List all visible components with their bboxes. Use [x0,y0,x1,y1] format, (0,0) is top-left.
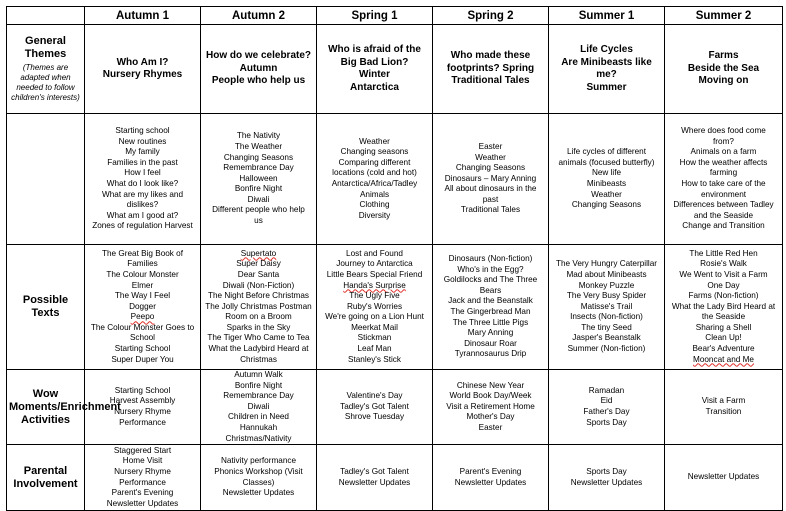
cell-line: Are Minibeasts like [561,56,652,68]
cell-line: Mad about Minibeasts [566,269,647,279]
cell-line: My family [125,147,160,157]
cell-possible-texts-spring-2 [433,245,549,370]
cell-line: One Day [707,280,740,290]
cell-line: Jasper's Beanstalk [572,333,641,343]
cell-line: Changing Seasons [571,200,642,210]
cell-line: Phonics Workshop (Visit [214,467,303,477]
cell-line: Newsletter Updates [454,477,527,487]
cell-line: Stanley's Stick [348,354,401,364]
cell-line: Transition [705,407,742,417]
cell-line: Farms (Non-fiction) [688,291,759,301]
cell-line: Easter [478,422,503,432]
cell-line: People who help us [211,75,306,87]
row-wow-moments [7,370,783,445]
cell-line: Harvest Assembly [109,396,176,406]
cell-line: Performance [119,477,166,487]
cell-line: Summer [586,81,627,93]
cell-line: Tyrannosaurus Drip [454,349,527,359]
cell-line: World Book Day/Week [449,391,532,401]
cell-line: The Ugly Five [349,291,400,301]
cell-line: Supertato [240,248,277,258]
cell-topics-summer-2 [665,114,783,245]
cell-line: Valentine's Day [346,391,403,401]
cell-line: Diwali (Non-Fiction) [222,280,295,290]
cell-line: Autumn [239,62,278,74]
cell-parental-involvement-spring-2 [433,445,549,511]
cell-line: Sparks in the Sky [226,322,291,332]
cell-line: past [482,194,499,204]
cell-line: Mother's Day [466,412,515,422]
cell-line: Super Daisy [236,259,281,269]
cell-wow-moments-summer-2 [665,370,783,445]
cell-line: New routines [118,136,167,146]
corner-cell [7,7,85,25]
cell-line: Stickman [357,333,392,343]
column-header-summer-2: Summer 2 [665,7,783,25]
cell-line: The Little Red Hen [689,248,758,258]
cell-line: Families [127,259,158,269]
cell-line: Different people who help [212,205,305,215]
cell-line: The Gingerbread Man [450,307,531,316]
cell-line: Lost and Found [346,248,403,258]
cell-line: How do we celebrate? [205,50,312,62]
cell-line: The Weather [234,141,283,151]
cell-line: Bear's Adventure [692,344,755,354]
cell-line: Remembrance Day [223,163,294,173]
cell-possible-texts-autumn-1 [85,245,201,370]
cell-possible-texts-summer-2 [665,245,783,370]
cell-line: Zones of regulation Harvest [92,221,193,231]
cell-line: Nursery Rhymes [102,69,183,80]
row-header-label: Possible Texts [22,294,69,319]
cell-line: Clean Up! [705,333,742,343]
cell-line: Changing Seasons [455,163,526,173]
cell-line: Who Am I? [116,56,169,68]
cell-line: Parent's Evening [459,467,522,477]
cell-possible-texts-autumn-2 [201,245,317,370]
cell-line: How to take care of the [681,179,766,188]
cell-line: Meerkat Mail [351,322,398,332]
cell-line: The Very Busy Spider [566,291,647,301]
cell-line: Parent's Evening [111,488,174,498]
column-header-autumn-2: Autumn 2 [201,7,317,25]
cell-line: The Way I Feel [114,291,171,301]
cell-line: The Tiger Who Came to Tea [207,333,310,343]
cell-line: Nativity performance [220,456,297,466]
cell-topics-autumn-2 [201,114,317,245]
column-header-summer-1: Summer 1 [549,7,665,25]
cell-line: Sharing a Shell [695,322,752,332]
cell-line: Life Cycles [580,44,633,55]
cell-line: Antarctica [350,81,399,93]
cell-parental-involvement-summer-2 [665,445,783,511]
cell-topics-summer-1 [549,114,665,245]
cell-line: What the Lady Bird Heard at [671,301,776,311]
cell-line: Insects (Non-fiction) [570,312,643,322]
cell-line: Room on a Broom [225,312,292,322]
cell-line: Antarctica/Africa/Tadley [331,179,418,188]
row-parental-involvement [7,445,783,511]
column-header-spring-1: Spring 1 [317,7,433,25]
cell-line: Monkey Puzzle [578,280,635,290]
cell-line: Mary Anning [467,328,514,338]
cell-line: Weather [359,136,390,146]
cell-line: Starting School [114,385,171,395]
cell-parental-involvement-autumn-1 [85,445,201,511]
cell-line: Traditional Tales [460,205,521,215]
cell-line: What the Ladybird Heard at [208,344,309,354]
cell-line: Home Visit [122,456,163,466]
cell-line: Dogger [129,301,156,311]
cell-line: Staggered Start [113,445,172,455]
row-header-topics [7,114,85,245]
cell-parental-involvement-spring-1 [317,445,433,511]
cell-topics-spring-1 [317,114,433,245]
cell-parental-involvement-autumn-2 [201,445,317,511]
cell-line: Where does food come [681,126,766,136]
cell-line: Christmas/Nativity [225,433,292,443]
cell-line: from? [713,136,734,146]
cell-line: Newsletter Updates [222,488,295,498]
cell-line: Little Bears Special Friend [326,269,423,279]
cell-line: Eid [600,396,613,406]
cell-general-themes-summer-2 [665,25,783,114]
cell-line: How the weather affects [679,157,768,167]
cell-line: Diversity [358,210,391,220]
cell-line: Goldilocks and The Three [443,275,538,285]
cell-line: Classes) [242,477,275,487]
row-topics [7,114,783,245]
cell-line: New life [591,168,622,178]
header-row [7,7,783,25]
cell-line: Who made these [450,50,531,62]
cell-line: Elmer [131,280,154,290]
cell-line: Chinese New Year [456,380,525,390]
cell-line: Tadley's Got Talent [340,467,409,477]
cell-general-themes-autumn-1 [85,25,201,114]
cell-line: Newsletter Updates [338,477,411,487]
cell-line: The Night Before Christmas [207,291,310,301]
cell-line: Matisse's Trail [580,301,633,311]
cell-line: Changing seasons [340,147,409,157]
cell-possible-texts-spring-1 [317,245,433,370]
row-header-note: (Themes are adapted when needed to follow children's interests) [11,63,80,102]
cell-line: Life cycles of different [566,147,647,157]
row-header-wow-moments [7,370,121,445]
cell-line: Dinosaurs – Mary Anning [444,173,537,183]
cell-line: Easter [478,141,503,151]
cell-line: The Jolly Christmas Postman [205,301,312,311]
cell-line: Tadley's Got Talent [340,401,409,411]
cell-line: The Great Big Book of [101,248,183,258]
cell-line: Shrove Tuesday [344,412,405,422]
cell-line: Sports Day [586,467,627,477]
cell-line: Rosie's Walk [700,259,747,269]
cell-line: Summer (Non-fiction) [567,344,646,354]
cell-topics-autumn-1 [85,114,201,245]
cell-line: and the Seaside [693,210,754,220]
cell-line: Animals on a farm [690,147,757,157]
cell-line: Newsletter Updates [687,472,760,482]
cell-line: Performance [119,417,166,427]
cell-line: farming [709,168,738,178]
cell-line: Who's in the Egg? [457,264,524,274]
cell-parental-involvement-summer-1 [549,445,665,511]
cell-line: What are my likes and [102,189,183,199]
cell-wow-moments-summer-1 [549,370,665,445]
cell-line: Traditional Tales [451,75,530,87]
cell-possible-texts-summer-1 [549,245,665,370]
cell-line: Newsletter Updates [106,498,179,508]
cell-line: Leaf Man [357,344,392,354]
cell-line: animals (focused butterfly) [558,157,655,167]
cell-line: Winter [358,69,391,80]
column-header-spring-2: Spring 2 [433,7,549,25]
cell-line: locations (cold and hot) [332,168,417,178]
cell-line: Jack and the Beanstalk [448,296,533,306]
cell-line: Autumn Walk [234,370,283,379]
cell-line: Hannukah [239,422,278,432]
cell-topics-spring-2 [433,114,549,245]
cell-general-themes-autumn-2 [201,25,317,114]
cell-line: Dinosaur Roar [464,338,517,348]
column-header-autumn-1: Autumn 1 [85,7,201,25]
cell-line: Moving on [698,75,749,87]
cell-line: Who is afraid of the [328,44,421,55]
cell-line: Children in Need [228,412,289,422]
cell-line: Change and Transition [682,221,765,231]
row-header-possible-texts [7,245,85,370]
row-header-label: Parental Involvement [13,464,78,490]
cell-line: The Colour Monster Goes to [90,322,195,332]
cell-line: Father's Day [583,407,630,417]
cell-general-themes-spring-1 [317,25,433,114]
cell-line: footprints? Spring [446,62,535,74]
cell-line: Bonfire Night [234,184,283,194]
cell-general-themes-spring-2 [433,25,549,114]
row-possible-texts [7,245,783,370]
cell-line: Peepo [130,312,155,322]
cell-line: Handa's Surprise [343,280,406,290]
cell-line: Super Duper You [111,354,174,364]
cell-line: The Nativity [236,131,281,141]
cell-line: dislikes? [126,200,159,210]
cell-line: Journey to Antarctica [336,259,413,269]
cell-line: We Went to Visit a Farm [679,269,768,279]
cell-line: Mooncat and Me [693,354,754,364]
row-header-label: Wow Moments/Enrichment Activities [9,387,121,426]
row-header-general-themes [7,25,85,114]
cell-line: The Colour Monster [106,269,179,279]
cell-line: The Three Little Pigs [452,317,529,327]
cell-wow-moments-spring-2 [433,370,549,445]
curriculum-table [6,6,783,511]
cell-general-themes-summer-1 [549,25,665,114]
cell-line: Clothing [359,200,390,210]
cell-line: Comparing different [338,157,411,167]
cell-wow-moments-autumn-2 [201,370,317,445]
cell-line: Changing Seasons [223,152,294,162]
row-general-themes [7,25,783,114]
cell-line: environment [700,189,747,199]
cell-line: Starting School [114,344,171,354]
cell-line: Starting school [115,126,170,136]
cell-line: How I feel [124,168,161,178]
row-header-parental-involvement [7,445,85,511]
cell-line: Dinosaurs (Non-fiction) [448,254,533,264]
cell-line: Sports Day [586,417,627,427]
cell-line: Minibeasts [586,179,627,188]
cell-line: What do I look like? [106,179,179,188]
cell-line: Remembrance Day [223,391,294,401]
cell-line: Animals [359,189,390,199]
cell-line: the Seaside [701,312,746,322]
cell-line: Weather [475,152,506,162]
cell-line: Ramadan [588,385,625,395]
cell-line: Weather [591,189,622,199]
cell-line: Nursery Rhyme [114,407,171,417]
cell-line: Visit a Farm [701,396,746,406]
cell-line: School [129,333,156,343]
cell-line: Diwali [247,194,270,204]
cell-line: Big Bad Lion? [340,56,409,68]
cell-line: We're going on a Lion Hunt [325,312,424,322]
cell-line: me? [596,69,617,80]
cell-wow-moments-spring-1 [317,370,433,445]
cell-line: us [254,216,263,226]
cell-line: Visit a Retirement Home [446,401,535,411]
cell-line: Nursery Rhyme [114,467,171,477]
cell-line: Differences between Tadley [673,200,774,210]
cell-line: All about dinosaurs in the [444,184,537,194]
cell-line: Families in the past [107,157,178,167]
cell-line: What am I good at? [106,210,179,220]
cell-line: Bears [479,285,502,295]
cell-line: Ruby's Worries [346,301,403,311]
cell-line: Bonfire Night [234,380,283,390]
row-header-label: General Themes [24,35,67,60]
cell-line: Newsletter Updates [570,477,643,487]
cell-line: Diwali [247,401,270,411]
cell-line: The tiny Seed [581,322,632,332]
cell-line: Beside the Sea [687,62,760,74]
cell-line: Christmas [240,354,277,364]
cell-line: Farms [708,50,739,62]
cell-line: Dear Santa [237,269,280,279]
cell-line: The Very Hungry Caterpillar [555,259,658,269]
cell-line: Halloween [239,173,278,183]
